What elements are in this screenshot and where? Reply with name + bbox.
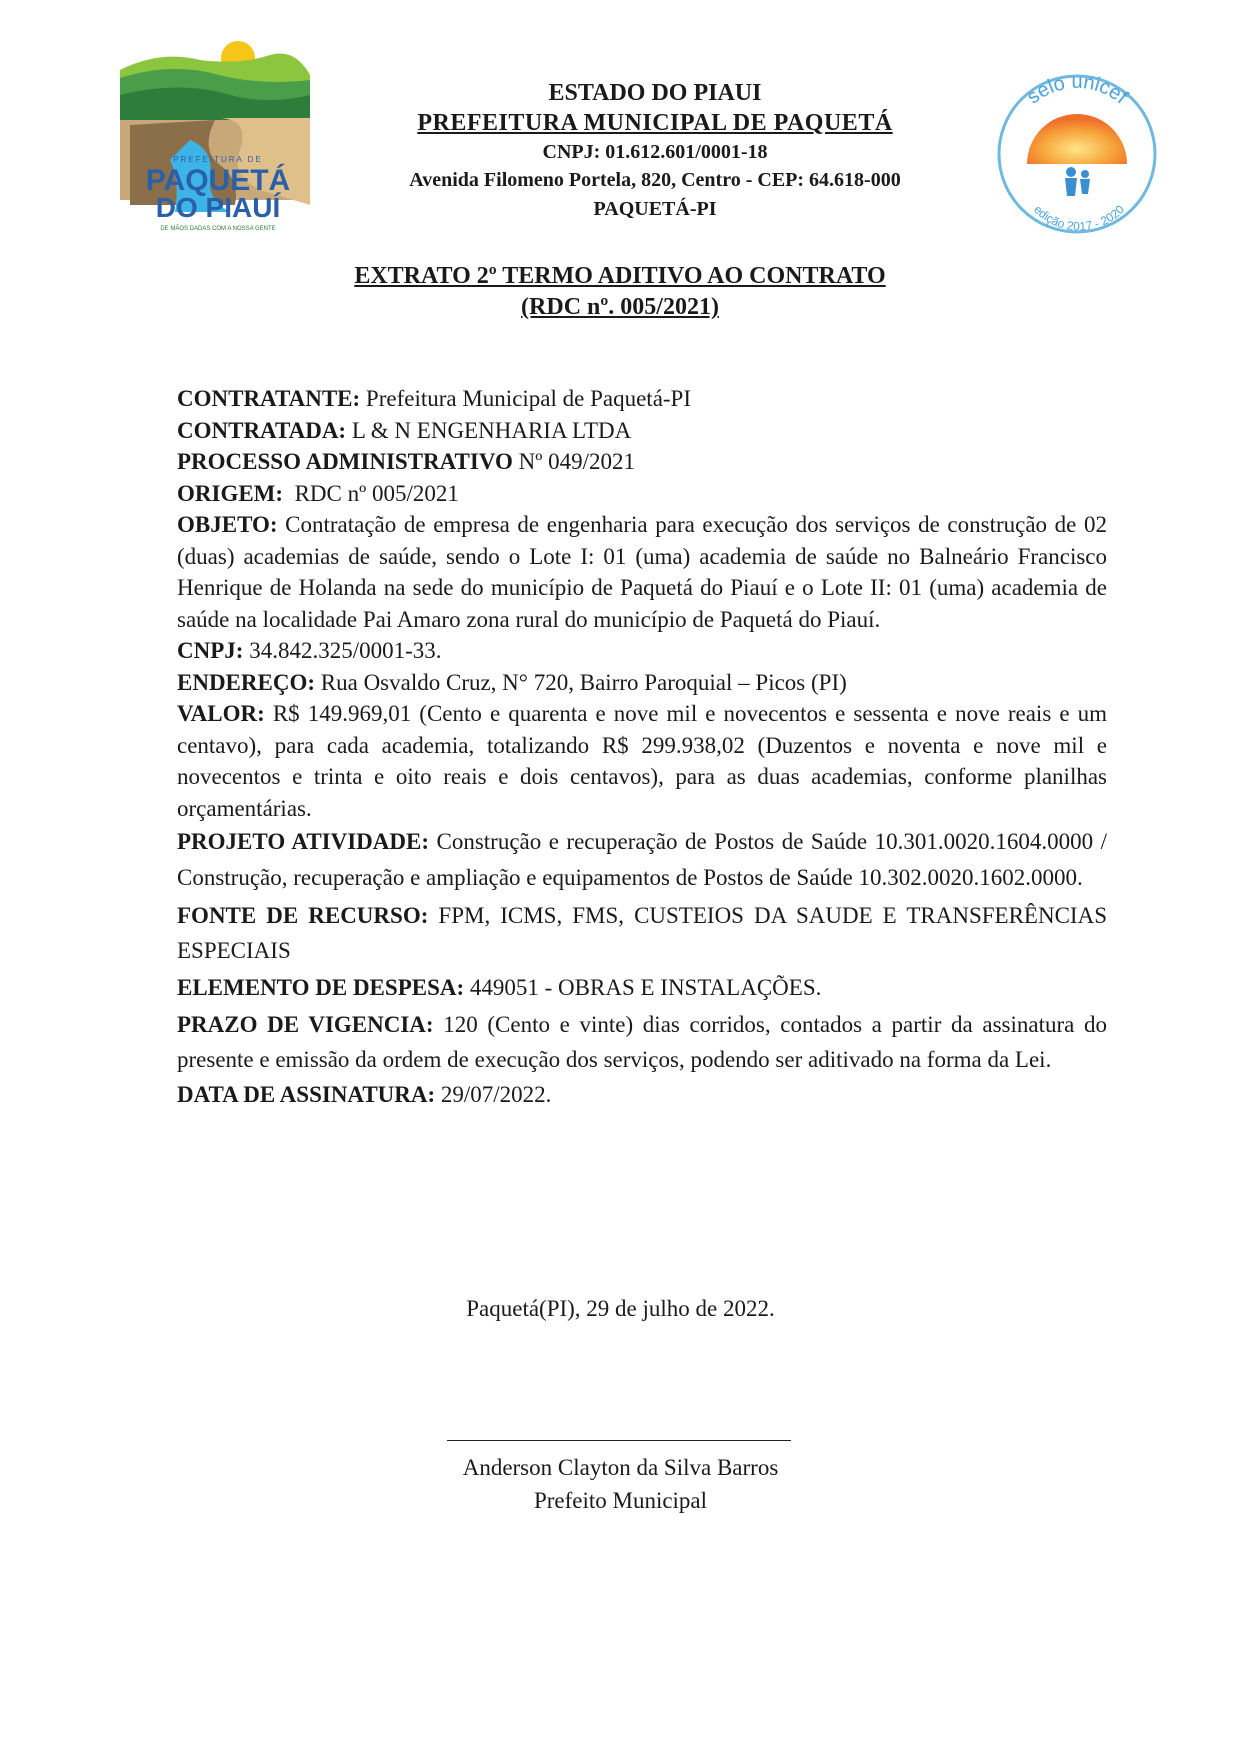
field-label: PROCESSO ADMINISTRATIVO (177, 449, 513, 474)
field-fonte (177, 898, 1107, 968)
field-prazo (177, 1007, 1107, 1077)
field-label: ENDEREÇO: (177, 669, 316, 695)
field-endereco (177, 667, 1107, 699)
title-line-1: EXTRATO 2º TERMO ADITIVO AO CONTRATO (354, 263, 886, 289)
field-label: PRAZO DE VIGENCIA: (177, 1012, 434, 1037)
title-line-2: (RDC nº. 005/2021) (521, 294, 719, 320)
signatory-name: Anderson Clayton da Silva Barros (462, 1455, 779, 1480)
field-label: VALOR: (177, 701, 265, 726)
field-contratante (177, 383, 1107, 415)
signatory-role: Prefeito Municipal (533, 1488, 708, 1513)
unicef-seal-logo (989, 72, 1165, 236)
field-value: 34.842.325/0001-33. (243, 638, 442, 663)
field-value: Contratação de empresa de engenharia para execução dos serviços de construção de 02 (duas) academias de saúde, sendo o Lote I: 01 (uma) academia de saúde no Balneário Francisco Henrique de Holanda na sede do município de Paquetá do Piauí e o Lote II: 01 (uma) academia de saúde na localidade Pai Amaro zona rural do município de Paquetá do Piauí. (177, 512, 1107, 632)
field-projeto (177, 824, 1107, 896)
field-label: CNPJ: (177, 638, 244, 663)
field-value: Construção e recuperação de Postos de Saúde 10.301.0020.1604.0000 / Construção, recuperação e ampliação e equipamentos de Postos de Saúde 10.302.0020.1602.0000. (177, 829, 1107, 890)
field-value: R$ 149.969,01 (Cento e quarenta e nove mil e novecentos e sessenta e nove reais e um centavo), para cada academia, totalizando R$ 299.938,02 (Duzentos e noventa e nove mil e novecentos e trinta e oito reais e dois centavos), para as duas academias, conforme planilhas orçamentárias. (177, 701, 1107, 821)
field-label: CONTRATANTE: (177, 386, 361, 411)
field-label: PROJETO ATIVIDADE: (177, 829, 430, 854)
seal-edition-text: edição 2017 - 2020 (1031, 202, 1127, 234)
contract-body (177, 383, 1107, 1112)
logo-name-1: PAQUETÁ (145, 164, 291, 197)
logo-tagline: DE MÃOS DADAS COM A NOSSA GENTE (160, 226, 276, 232)
field-value: FPM, ICMS, FMS, CUSTEIOS DA SAUDE E TRANSFERÊNCIAS ESPECIAIS (177, 903, 1107, 963)
field-data-assinatura (177, 1077, 1107, 1112)
prefecture-address: Avenida Filomeno Portela, 820, Centro - CEP: 64.618-000 (409, 169, 901, 191)
field-value: 449051 - OBRAS E INSTALAÇÕES. (464, 975, 822, 1000)
field-label: DATA DE ASSINATURA: (177, 1082, 436, 1107)
field-origem (177, 478, 1107, 510)
prefecture-cnpj: CNPJ: 01.612.601/0001-18 (542, 141, 768, 163)
field-label: OBJETO: (177, 512, 278, 537)
document-title (280, 261, 960, 323)
field-label: CONTRATADA: (177, 417, 347, 443)
state-name: ESTADO DO PIAUI (548, 80, 762, 106)
field-label: ELEMENTO DE DESPESA: (177, 975, 465, 1000)
paqueta-logo (120, 40, 316, 240)
field-contratada (177, 415, 1107, 447)
field-value: 29/07/2022. (435, 1082, 552, 1107)
signature-block (0, 1451, 1241, 1517)
signature-line (447, 1440, 791, 1441)
logo-name-2: DO PIAUÍ (155, 192, 281, 223)
field-value: RDC nº 005/2021 (283, 480, 459, 506)
field-cnpj (177, 635, 1107, 667)
field-label: ORIGEM: (177, 480, 284, 506)
field-valor (177, 698, 1107, 824)
field-value: Prefeitura Municipal de Paquetá-PI (360, 386, 692, 411)
field-value: Nº 049/2021 (512, 449, 636, 474)
field-value: Rua Osvaldo Cruz, N° 720, Bairro Paroquial – Picos (PI) (315, 669, 847, 695)
place-date: Paquetá(PI), 29 de julho de 2022. (466, 1296, 775, 1321)
field-value: 120 (Cento e vinte) dias corridos, contados a partir da assinatura do presente e emissão da ordem de execução dos serviços, podendo ser aditivado na forma da Lei. (177, 1012, 1107, 1072)
field-label: FONTE DE RECURSO: (177, 903, 429, 928)
field-processo (177, 446, 1107, 478)
seal-arc-text: selo unicef (1022, 72, 1132, 109)
logo-top-text: PREFEITURA DE (173, 155, 263, 164)
field-elemento (177, 970, 1107, 1005)
prefecture-name: PREFEITURA MUNICIPAL DE PAQUETÁ (417, 110, 893, 136)
prefecture-city: PAQUETÁ-PI (593, 198, 717, 220)
field-objeto (177, 509, 1107, 635)
letterhead (330, 78, 980, 224)
field-value: L & N ENGENHARIA LTDA (346, 417, 632, 443)
